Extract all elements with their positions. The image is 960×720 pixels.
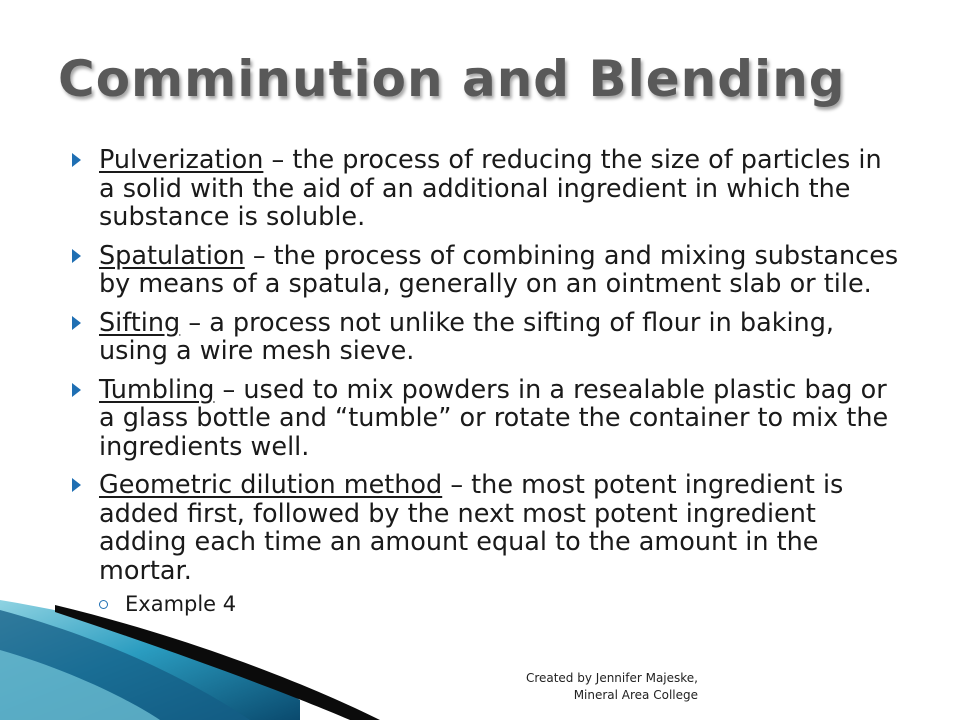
list-item xyxy=(72,376,902,462)
footer-institution: Mineral Area College xyxy=(573,688,698,702)
bullet-list xyxy=(72,146,902,617)
term-tumbling: Tumbling xyxy=(99,374,215,405)
footer-author: Created by Jennifer Majeske, xyxy=(525,671,698,685)
definition-text: – the process of reducing the size of particles in a solid with the aid of an additional ingredient in which the substance is soluble. xyxy=(99,145,882,232)
list-item xyxy=(72,471,902,585)
slide-title: Comminution and Blending xyxy=(58,50,846,108)
definition-text: – a process not unlike the sifting of flour in baking, using a wire mesh sieve. xyxy=(99,307,834,366)
triangle-bullet-icon xyxy=(72,153,81,167)
term-sifting: Sifting xyxy=(99,307,181,338)
sub-item-text: Example 4 xyxy=(125,592,237,616)
circle-bullet-icon xyxy=(99,600,108,609)
list-item xyxy=(72,146,902,232)
term-spatulation: Spatulation xyxy=(99,240,245,271)
list-item xyxy=(72,242,902,299)
triangle-bullet-icon xyxy=(72,478,81,492)
list-item xyxy=(72,309,902,366)
triangle-bullet-icon xyxy=(72,316,81,330)
definition-text: – used to mix powders in a resealable plastic bag or a glass bottle and “tumble” or rotate the container to mix the ingredients well. xyxy=(99,374,889,462)
triangle-bullet-icon xyxy=(72,383,81,397)
term-geometric-dilution: Geometric dilution method xyxy=(99,470,443,500)
sub-list-item xyxy=(99,591,902,617)
definition-text: – the most potent ingredient is added first, followed by the next most potent ingredient adding each time an amount equal to the amount in the mortar. xyxy=(99,470,844,586)
footer-credit xyxy=(470,670,698,704)
definition-text: – the process of combining and mixing substances by means of a spatula, generally on an ointment slab or tile. xyxy=(99,240,899,299)
term-pulverization: Pulverization xyxy=(99,145,264,175)
triangle-bullet-icon xyxy=(72,249,81,263)
